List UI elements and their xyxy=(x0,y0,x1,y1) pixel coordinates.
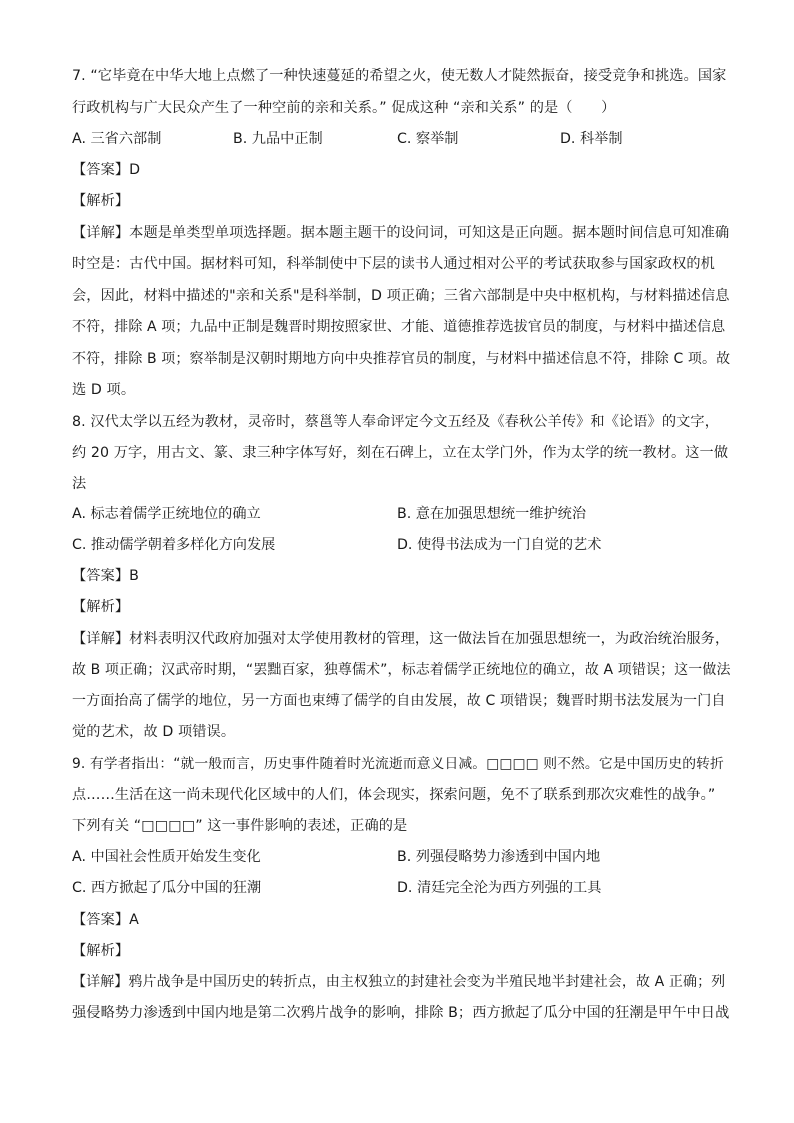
question-7-detail-line-4: 不符，排除 A 项；九品中正制是魏晋时期按照家世、才能、道德推荐选拔官员的制度，与材料中描述信息 xyxy=(72,319,726,335)
question-7-analysis-label: 【解析】 xyxy=(72,193,130,209)
question-8-option-a: A. 标志着儒学正统地位的确立 xyxy=(72,506,261,522)
question-9-analysis-label: 【解析】 xyxy=(72,943,130,959)
question-9-option-a: A. 中国社会性质开始发生变化 xyxy=(72,849,261,865)
question-9-option-c: C. 西方掀起了瓜分中国的狂潮 xyxy=(72,880,262,896)
question-7-stem-line-1: 7. “它毕竟在中华大地上点燃了一种快速蔓延的希望之火，使无数人才陡然振奋，接受竞争和挑选。国家 xyxy=(72,68,727,84)
question-7-detail-line-6: 选 D 项。 xyxy=(72,382,136,398)
question-9-option-d: D. 清廷完全沦为西方列强的工具 xyxy=(397,880,602,896)
question-8-answer: 【答案】B xyxy=(72,568,139,584)
question-9-detail-line-2: 强侵略势力渗透到中国内地是第二次鸦片战争的影响，排除 B；西方掀起了瓜分中国的狂潮是甲午中日战 xyxy=(72,1005,730,1021)
question-7-detail-line-2: 时空是：古代中国。据材料可知，科举制使中下层的读书人通过相对公平的考试获取参与国家政权的机 xyxy=(72,256,715,272)
question-9-detail-line-1: 【详解】鸦片战争是中国历史的转折点，由主权独立的封建社会变为半殖民地半封建社会，故 A 正确；列 xyxy=(72,974,726,990)
question-8-option-b: B. 意在加强思想统一维护统治 xyxy=(397,506,587,522)
question-7-detail-line-3: 会，因此，材料中描述的"亲和关系"是科举制，D 项正确；三省六部制是中央中枢机构，与材料描述信息 xyxy=(72,288,730,304)
question-9-stem-line-3: 下列有关 “□□□□” 这一事件影响的表述，正确的是 xyxy=(72,818,408,834)
question-8-detail-line-1: 【详解】材料表明汉代政府加强对太学使用教材的管理，这一做法旨在加强思想统一，为政治统治服务， xyxy=(72,631,730,647)
question-7-answer: 【答案】D xyxy=(72,162,141,178)
question-9-stem-line-1: 9. 有学者指出：“就一般而言，历史事件随着时光流逝而意义日减。□□□□ 则不然。它是中国历史的转折 xyxy=(72,756,724,772)
question-7-option-c: C. 察举制 xyxy=(397,131,459,147)
question-8-stem-line-3: 法 xyxy=(72,476,87,492)
question-7-detail-line-1: 【详解】本题是单类型单项选择题。据本题主题干的设问词，可知这是正向题。据本题时间信息可知准确 xyxy=(72,225,730,241)
question-8-option-d: D. 使得书法成为一门自觉的艺术 xyxy=(397,537,602,553)
question-7-detail-line-5: 不符，排除 B 项；察举制是汉朝时期地方向中央推荐官员的制度，与材料中描述信息不符，排除 C 项。故 xyxy=(72,351,731,367)
question-8-analysis-label: 【解析】 xyxy=(72,599,130,615)
question-8-option-c: C. 推动儒学朝着多样化方向发展 xyxy=(72,537,276,553)
question-7-option-a: A. 三省六部制 xyxy=(72,131,162,147)
question-9-option-b: B. 列强侵略势力渗透到中国内地 xyxy=(397,849,601,865)
question-8-detail-line-3: 一方面抬高了儒学的地位，另一方面也束缚了儒学的自由发展，故 C 项错误；魏晋时期书法发展为一门自 xyxy=(72,693,726,709)
question-8-stem-line-1: 8. 汉代太学以五经为教材，灵帝时，蔡邕等人奉命评定今文五经及《春秋公羊传》和《论语》的文字， xyxy=(72,414,719,430)
question-8-detail-line-4: 觉的艺术，故 D 项错误。 xyxy=(72,724,236,740)
question-7-option-d: D. 科举制 xyxy=(560,131,623,147)
question-8-detail-line-2: 故 B 项正确；汉武帝时期，“罢黜百家，独尊儒术”，标志着儒学正统地位的确立，故 A 项错误；这一做法 xyxy=(72,662,731,678)
question-7-option-b: B. 九品中正制 xyxy=(233,131,323,147)
question-9-answer: 【答案】A xyxy=(72,912,139,928)
question-9-stem-line-2: 点……生活在这一尚未现代化区域中的人们，体会现实，探索问题，免不了联系到那次灾难性的战争。” xyxy=(72,787,716,803)
question-8-stem-line-2: 约 20 万字，用古文、篆、隶三种字体写好，刻在石碑上，立在太学门外，作为太学的统一教材。这一做 xyxy=(72,445,729,461)
question-7-stem-line-2: 行政机构与广大民众产生了一种空前的亲和关系。” 促成这种 “亲和关系” 的是（ ） xyxy=(72,100,616,116)
